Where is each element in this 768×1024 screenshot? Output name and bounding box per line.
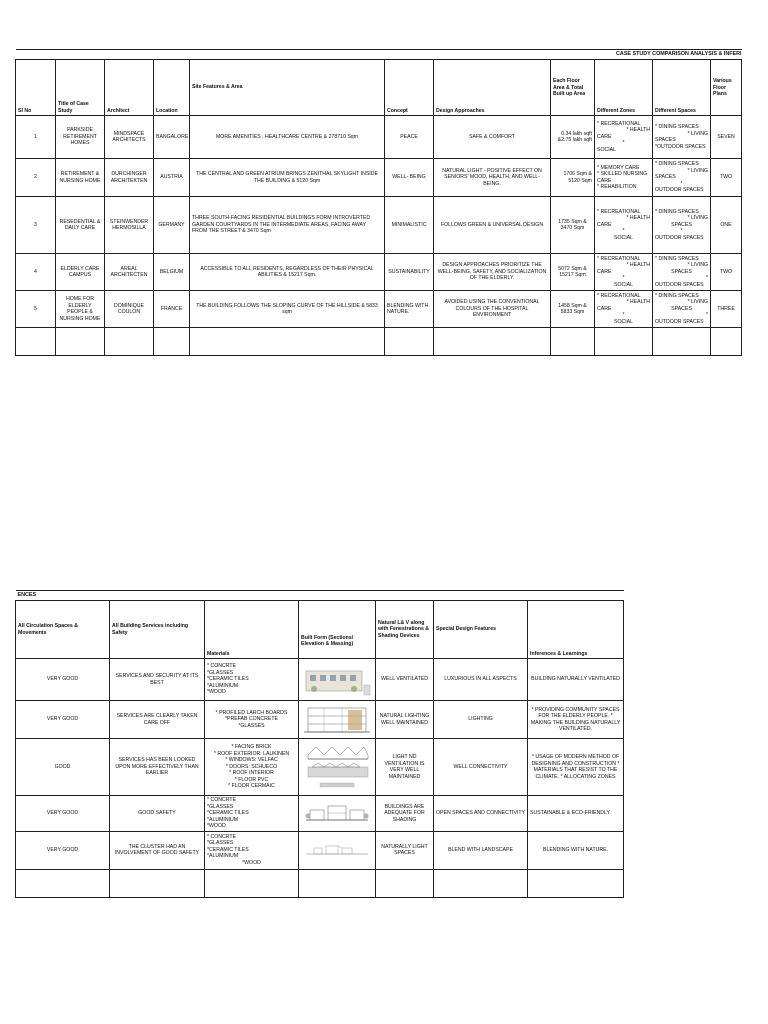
zone-item: * (622, 312, 625, 319)
cell-inferences: BUILDING NATURALLY VENTILATED (528, 659, 624, 701)
cell-architect: STEINWENDER HERMOSILLA (105, 197, 154, 254)
space-item: SPACES (671, 221, 692, 228)
cell-area: 1706 Sqm & 5120 Sqm (551, 159, 595, 197)
cell-title: HOME FOR ELDERLY PEOPLE & NURSING HOME (56, 291, 105, 328)
material-item: * FACING BRICK (231, 744, 272, 751)
zone-item: * RECREATIONAL (597, 120, 641, 127)
material-item: *GLASSES (207, 669, 234, 676)
material-item: *ALUMINIUM (207, 682, 239, 689)
space-item: * LIVING (687, 130, 708, 137)
cell-design: SAFE & COMFORT (434, 116, 551, 159)
cell-natural: NATURAL LIGHTING WELL MAINTAINED (376, 701, 434, 739)
cell-natural: NATURALLY LIGHT SPACES (376, 831, 434, 869)
table-row (16, 291, 742, 328)
zone-item: * RECREATIONAL (597, 292, 641, 299)
material-item: *WOOD (242, 859, 261, 866)
cell-inferences: BLENDING WITH NATURE. (528, 831, 624, 869)
table-row (16, 254, 742, 291)
table-row (16, 796, 624, 832)
cell-concept: BLENDING WITH NATURE. (385, 291, 434, 328)
table-row (16, 701, 624, 739)
cell-special: LIGHTING (434, 701, 528, 739)
cell-materials (205, 831, 299, 869)
case-study-table-part2 (15, 590, 624, 898)
building-section-drawing (302, 800, 372, 826)
cell-materials (205, 739, 299, 796)
zone-item: SOCIAL (613, 318, 634, 325)
material-item: * DOORS: SCHUECO (225, 763, 278, 770)
space-item: * LIVING (687, 167, 708, 174)
header-site: Site Features & Area (190, 60, 385, 116)
cell-inferences: * USAGE OF MODERN METHOD OF DESIGNING AND CONSTRUCTION * MATERIALS THAT RESIST TO THE CLIMATE. * ALLOCATING ZONES (528, 739, 624, 796)
zone-item: * RECREATIONAL (597, 208, 641, 215)
header-floors: Various Floor Plans (711, 60, 742, 116)
zone-item: SOCIAL (597, 146, 617, 153)
header-title: Title of Case Study (56, 60, 105, 116)
header-natural: Natural L& V along with Fenestrations & Shading Devices (376, 601, 434, 659)
header-area: Each Floor Area & Total Built up Area (551, 60, 595, 116)
zone-item: SOCIAL (613, 281, 634, 288)
zone-item: * RECREATIONAL (597, 255, 641, 262)
header-concept: Concept (385, 60, 434, 116)
cell-title: RESEDENTIAL & DAILY CARE (56, 197, 105, 254)
header-materials: Materials (205, 601, 299, 659)
material-item: *ALUMINIUM (207, 853, 239, 860)
cell-title: PARKSIDE RETIREMENT HOMES (56, 116, 105, 159)
space-item: * (680, 180, 683, 187)
header-built-form: Built Form (Sections/ Elevation & Massing) (299, 601, 376, 659)
cell-site: THE CENTRAL AND GREEN ATRIUM BRINGS ZENITHAL SKYLIGHT INSIDE THE BUILDING & 5120 Sqm (190, 159, 385, 197)
cell-architect: DURCHINGER ARCHITEKTEN (105, 159, 154, 197)
cell-zones (595, 197, 653, 254)
cell-natural: LIGHT ND VENTILATION IS VERY WELL MAINTAINED (376, 739, 434, 796)
cell-circulation: VERY GOOD (16, 701, 110, 739)
space-item: SPACES (655, 137, 676, 143)
zone-item: CARE (597, 268, 612, 275)
zone-item: * (622, 228, 625, 235)
header-zones: Different Zones (595, 60, 653, 116)
cell-circulation: VERY GOOD (16, 796, 110, 832)
cell-natural: BUILDINGS ARE ADEQUATE FOR SHADING (376, 796, 434, 832)
header-spaces: Different Spaces (653, 60, 711, 116)
material-item: * ROOF EXTERIOR: LAUKINEN (213, 750, 290, 757)
cell-zones (595, 159, 653, 197)
empty-row (16, 869, 624, 897)
cell-title: ELDERLY CARE CAMPUS (56, 254, 105, 291)
material-item: * ROOF INTERIOR (229, 770, 274, 777)
cell-materials (205, 796, 299, 832)
cell-built-form (299, 796, 376, 832)
cell-floors: TWO (711, 159, 742, 197)
header-row (16, 601, 624, 659)
zone-item: SOCIAL (613, 234, 634, 241)
cell-circulation: GOOD (16, 739, 110, 796)
empty-row (16, 328, 742, 356)
space-item: * LIVING (687, 215, 708, 222)
cell-area: 0.34 lakh sqft &2.75 lakh sqft (551, 116, 595, 159)
material-item: * WINDOWS: VELFAC (225, 757, 278, 764)
cell-services: SERVICES ARE CLEARLY TAKEN CARE OFF (110, 701, 205, 739)
cell-location: GERMANY (154, 197, 190, 254)
cell-built-form (299, 659, 376, 701)
zone-item: * HEALTH (626, 299, 650, 306)
space-item: * DINING SPACES (655, 292, 699, 299)
table-title: CASE STUDY COMPARISON ANALYSIS & INFERI (16, 50, 742, 60)
building-elevation-image (302, 663, 372, 697)
space-item: * DINING SPACES (655, 208, 699, 215)
material-item: *WOOD (207, 823, 226, 829)
space-item: OUTDOOR SPACES (655, 234, 704, 241)
space-item: * DINING SPACES (655, 124, 699, 130)
cell-spaces (653, 254, 711, 291)
material-item: *GLASSES (238, 722, 265, 729)
cell-special: OPEN SPACES AND CONNECTIVITY (434, 796, 528, 832)
material-item: *CERAMIC TILES (207, 846, 249, 853)
material-item: * PROFILED LARCH BOARDS (215, 709, 288, 716)
cell-services: THE CLUSTER HAD AN INVOLVEMENT OF GOOD SAFETY (110, 831, 205, 869)
case-study-table-part1 (15, 49, 742, 356)
cell-special: WELL CONNECTIVITY (434, 739, 528, 796)
cell-built-form (299, 739, 376, 796)
cell-sl: 4 (16, 254, 56, 291)
header-inferences: Inferences & Learnings (528, 601, 624, 659)
header-circulation: All Circulation Spaces & Movements (16, 601, 110, 659)
zone-item: CARE (597, 177, 612, 184)
cell-services: SERVICES AND SECURITY AT ITS BEST (110, 659, 205, 701)
cell-spaces (653, 291, 711, 328)
cell-site: THREE SOUTH-FACING RESIDENTIAL BUILDINGS FORM INTROVERTED GARDEN COURTYARDS IN THE INTERMEDIATE AREAS, FACING AWAY FROM THE STREET & 3470 Sqm (190, 197, 385, 254)
material-item: *PREFAB CONCRETE (224, 716, 279, 723)
space-item: OUTDOOR SPACES (655, 281, 704, 288)
space-item: SPACES (655, 174, 676, 181)
cell-area: 5072 Sqm & 15217 Sqm (551, 254, 595, 291)
cell-floors: SEVEN (711, 116, 742, 159)
table-row (16, 659, 624, 701)
cell-design: NATURAL LIGHT - POSITIVE EFFECT ON SENIORS' MOOD, HEALTH, AND WELL-BEING. (434, 159, 551, 197)
space-item: * (705, 312, 708, 319)
cell-spaces (653, 197, 711, 254)
cell-circulation: VERY GOOD (16, 831, 110, 869)
cell-architect: MINDSPACE ARCHITECTS (105, 116, 154, 159)
zone-item: * HEALTH (626, 262, 650, 269)
material-item: *CERAMIC TILES (207, 676, 249, 683)
cell-design: FOLLOWS GREEN & UNIVERSAL DESIGN (434, 197, 551, 254)
space-item: OUTDOOR SPACES (655, 187, 704, 194)
cell-inferences: SUSTAINABLE & ECO-FRIENDLY (528, 796, 624, 832)
cell-floors: THREE (711, 291, 742, 328)
space-item: * DINING SPACES (655, 161, 699, 168)
cell-concept: WELL- BEING (385, 159, 434, 197)
cell-site: ACCESSIBLE TO ALL RESIDENTS, REGARDLESS OF THEIR PHYSICAL ABILITIES & 15217 Sqm. (190, 254, 385, 291)
header-architect: Architect (105, 60, 154, 116)
cell-area: 1458 Sqm & 5833 Sqm (551, 291, 595, 328)
cell-sl: 5 (16, 291, 56, 328)
cell-location: FRANCE (154, 291, 190, 328)
cell-materials (205, 659, 299, 701)
cell-special: LUXURIOUS IN ALL ASPECTS (434, 659, 528, 701)
building-massing-image (302, 741, 372, 793)
cell-inferences: * PROVIDING COMMUNITY SPACES FOR THE ELDERLY PEOPLE. * MAKING THE BUILDING NATURALLY VENTILATED. (528, 701, 624, 739)
zone-item: * HEALTH (626, 215, 650, 222)
cell-concept: SUSTAINABILITY (385, 254, 434, 291)
cell-location: BELGIUM (154, 254, 190, 291)
cell-location: BANGALORE (154, 116, 190, 159)
space-item: OUTDOOR SPACES (655, 318, 704, 325)
zone-item: CARE (597, 221, 612, 228)
cell-title: RETIREMENT & NURSING HOME (56, 159, 105, 197)
cell-spaces (653, 116, 711, 159)
cell-floors: TWO (711, 254, 742, 291)
cell-site: MORE AMENITIES , HEALTHCARE CENTRE & 278710 Sqm (190, 116, 385, 159)
material-item: * CONCRTE (207, 797, 237, 803)
cell-area: 1735 Sqm & 3470 Sqm (551, 197, 595, 254)
cell-built-form (299, 831, 376, 869)
cell-materials (205, 701, 299, 739)
space-item: *OUTDOOR SPACES (655, 143, 706, 150)
zone-item: * (622, 140, 625, 147)
cell-location: AUSTRIA (154, 159, 190, 197)
cell-sl: 3 (16, 197, 56, 254)
space-item: * DINING SPACES (655, 255, 699, 262)
header-design: Design Approaches (434, 60, 551, 116)
cell-services: SERVICES HAS BEEN LOOKED UPON MORE EFFECTIVELY THAN EARLIER (110, 739, 205, 796)
table-title-continued: ENCES (16, 591, 624, 601)
cell-sl: 2 (16, 159, 56, 197)
zone-item: * REHABILITION (597, 184, 637, 190)
zone-item: CARE (597, 133, 612, 140)
space-item: * (680, 228, 683, 235)
building-section-image (302, 704, 372, 736)
header-sl-no: Sl No (16, 60, 56, 116)
material-item: * CONCRTE (207, 833, 237, 840)
cell-site: THE BUILDING FOLLOWS THE SLOPING CURVE OF THE HILLSIDE & 5833 sqm (190, 291, 385, 328)
space-item: * LIVING (687, 299, 708, 306)
cell-zones (595, 291, 653, 328)
header-services: All Building Services including Safety (110, 601, 205, 659)
zone-item: * SKILLED NURSING (597, 171, 648, 177)
zone-item: * HEALTH (626, 127, 650, 134)
cell-built-form (299, 701, 376, 739)
cell-architect: AREAL ARCHITECTEN (105, 254, 154, 291)
cell-sl: 1 (16, 116, 56, 159)
space-item: SPACES (671, 268, 692, 275)
table-row (16, 739, 624, 796)
cell-design: DESIGN APPROACHES PRIORITIZE THE WELL-BEING, SAFETY, AND SOCIALIZATION OF THE ELDERLY. (434, 254, 551, 291)
cell-circulation: VERY GOOD (16, 659, 110, 701)
cell-design: AVOIDED USING THE CONVENTIONAL COLOURS OF THE HOSPITAL ENVIRONMENT (434, 291, 551, 328)
header-special: Special Design Features (434, 601, 528, 659)
space-item: SPACES (671, 305, 692, 312)
cell-spaces (653, 159, 711, 197)
cell-special: BLEND WITH LANDSCAPE (434, 831, 528, 869)
space-item: * (705, 275, 708, 282)
material-item: *WOOD (207, 689, 226, 696)
material-item: *GLASSES (207, 803, 234, 810)
table-row (16, 831, 624, 869)
cell-architect: DOMINIQUE COULON (105, 291, 154, 328)
material-item: *ALUMINIUM (207, 816, 239, 823)
material-item: * FLOOR PVC (234, 776, 269, 783)
material-item: *GLASSES (207, 840, 234, 847)
cell-natural: WELL VENTILATED (376, 659, 434, 701)
material-item: * CONCRTE (207, 663, 237, 670)
table-row (16, 116, 742, 159)
zone-item: CARE (597, 305, 612, 312)
cell-concept: MINIMALISTIC (385, 197, 434, 254)
cell-concept: PEACE (385, 116, 434, 159)
material-item: *CERAMIC TILES (207, 810, 249, 816)
table-row (16, 159, 742, 197)
cell-zones (595, 116, 653, 159)
space-item: * LIVING (687, 262, 708, 269)
header-row (16, 60, 742, 116)
material-item: * FLOOR CERMAIC (228, 783, 275, 790)
cell-floors: ONE (711, 197, 742, 254)
cell-zones (595, 254, 653, 291)
building-elevation-sketch (302, 840, 372, 860)
table-row (16, 197, 742, 254)
header-location: Location (154, 60, 190, 116)
cell-services: GOOD SAFETY (110, 796, 205, 832)
zone-item: * MEMORY CARE (597, 164, 640, 171)
zone-item: * (622, 275, 625, 282)
